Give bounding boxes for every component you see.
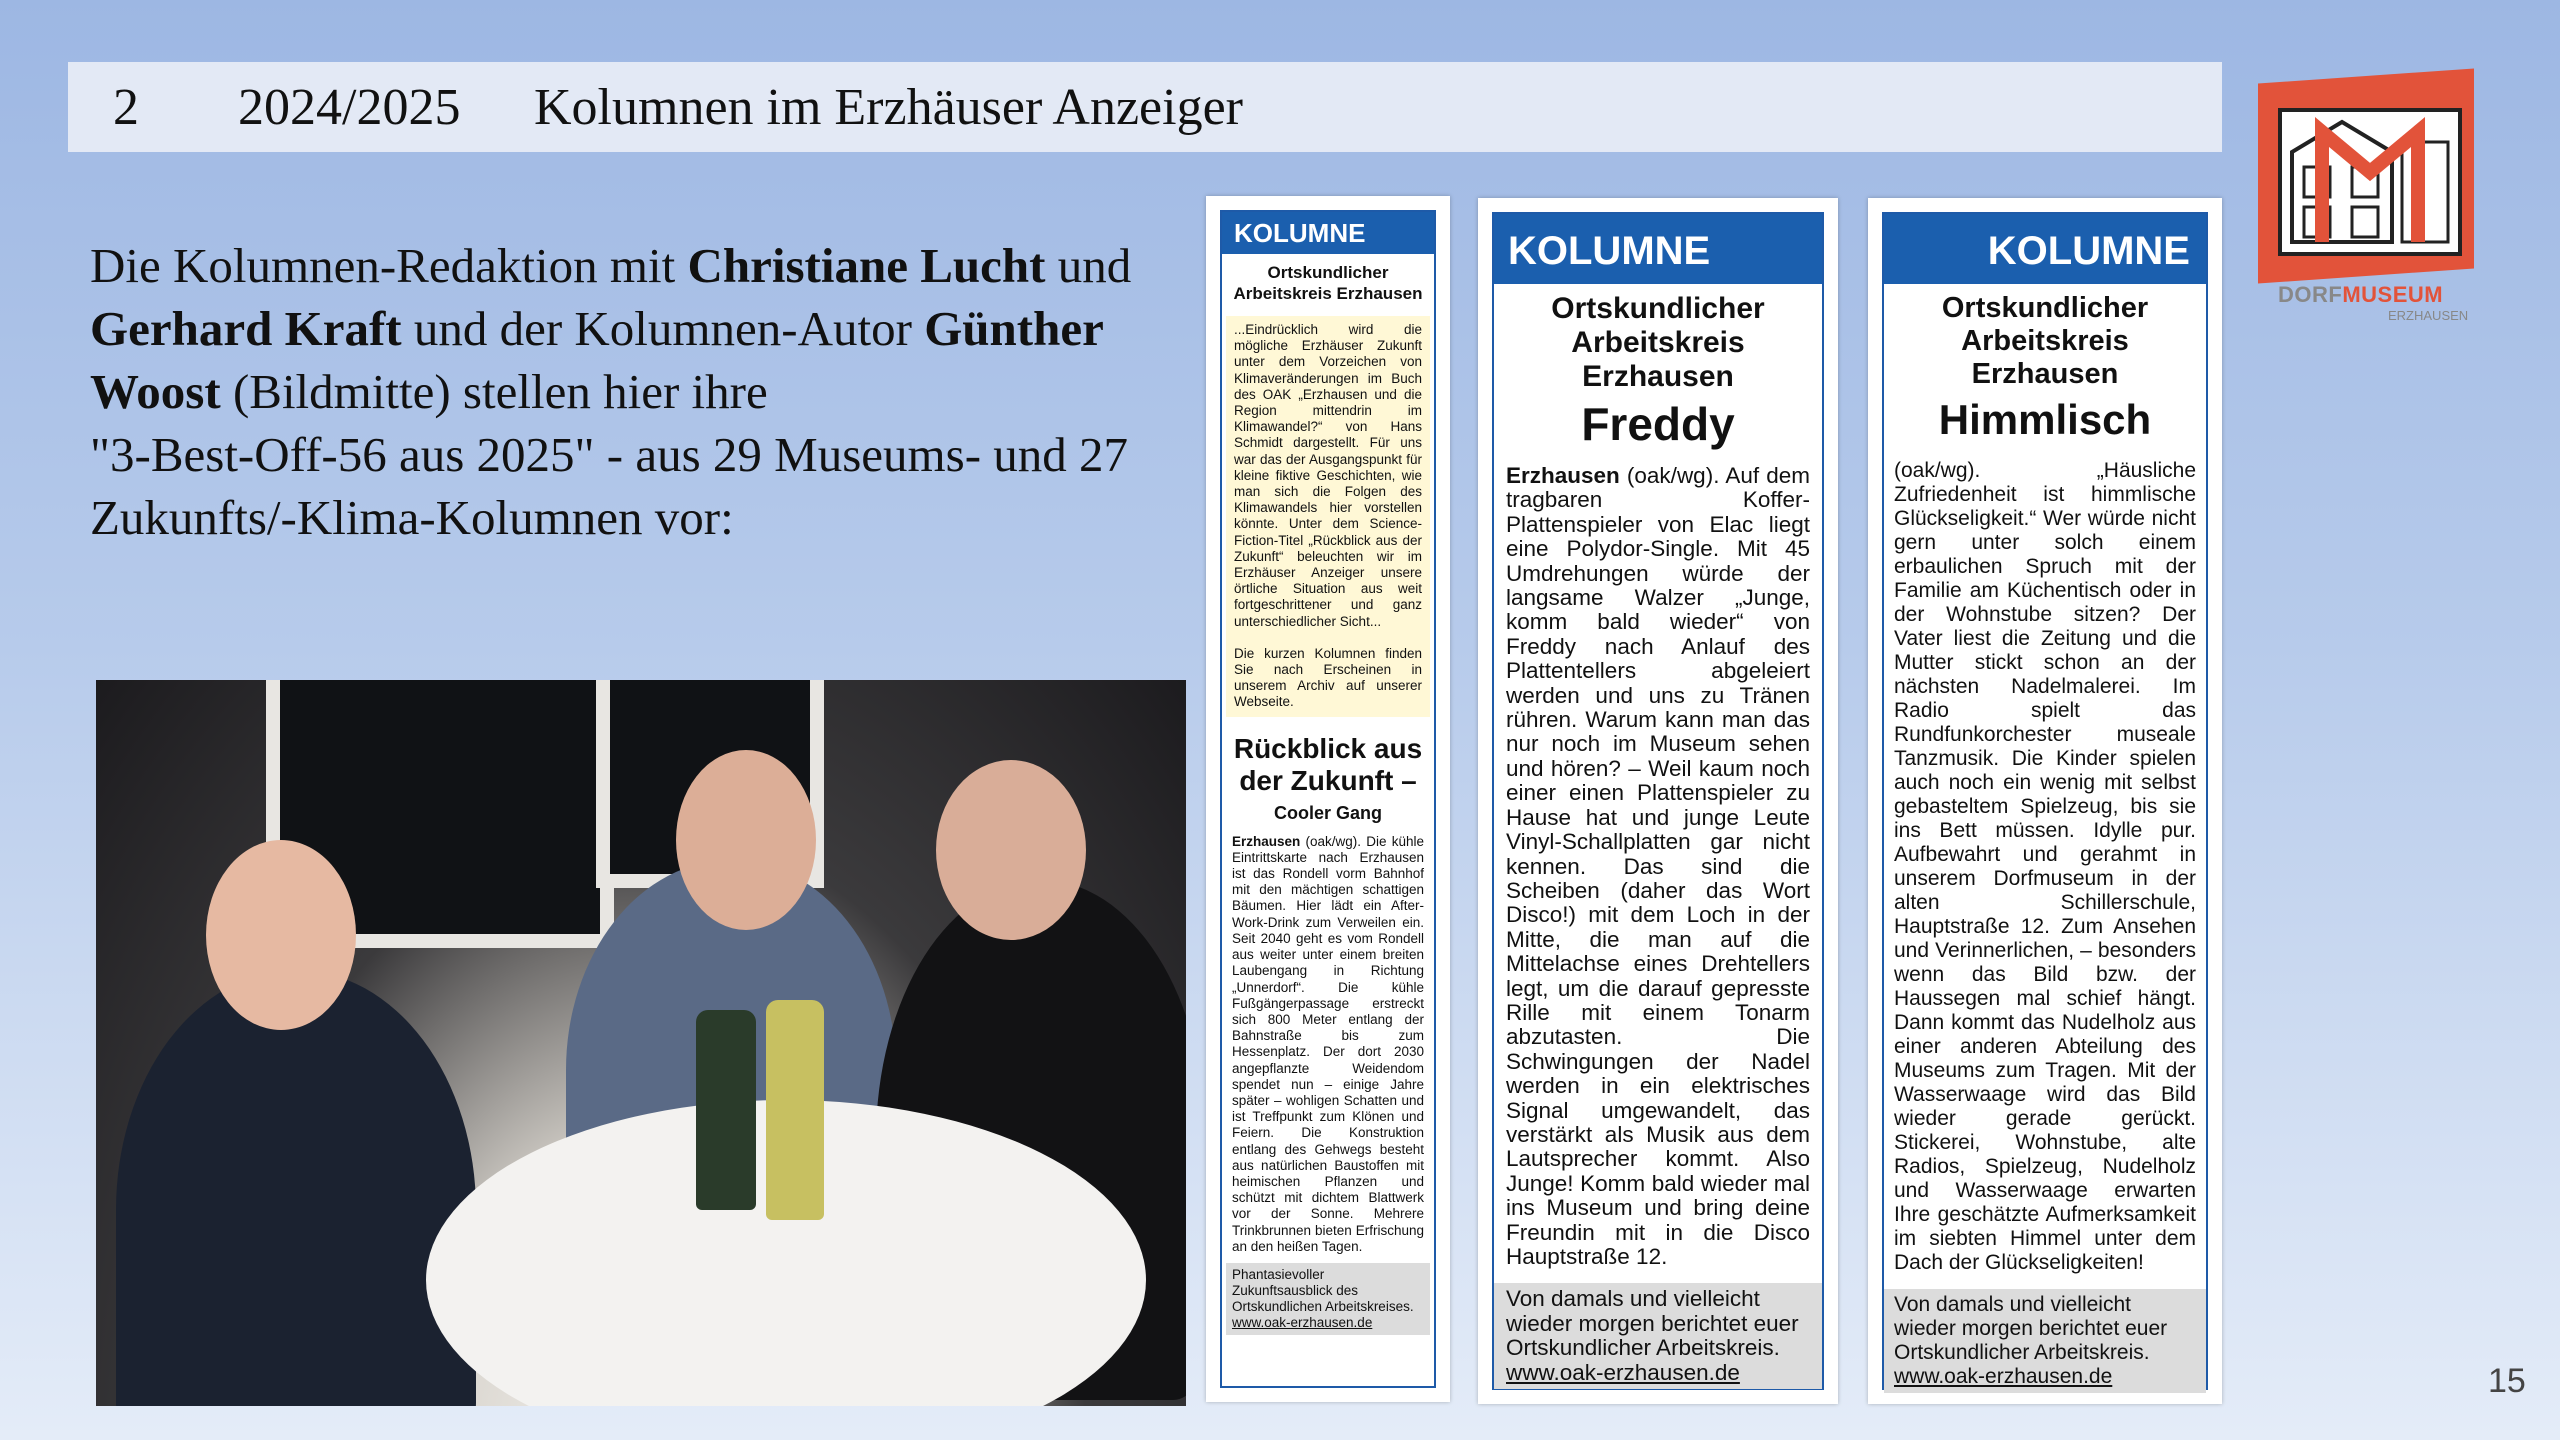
column-clipping-himmlisch [1868,198,2222,1404]
kolumne-banner: KOLUMNE [1494,214,1822,284]
intro-text: Die Kolumnen-Redaktion mit Christiane Lucht und Gerhard Kraft und der Kolumnen-Autor Günther Woost (Bildmitte) stellen hier ihre "3-Best-Off-56 aus 2025" - aus 29 Museums- und 27 Zukunfts/-Klima-Kolumnen vor: [90,238,1132,545]
clipping-link: www.oak-erzhausen.de [1232,1314,1373,1330]
slide-number-label: 2 [113,78,139,136]
clipping-link: www.oak-erzhausen.de [1894,1365,2113,1388]
column-clipping-freddy [1478,198,1838,1404]
intro-line2: "3-Best-Off-56 aus 2025" - aus 29 Museums- und 27 Zukunfts/-Klima-Kolumnen vor: [90,427,1129,545]
museum-building-icon [2278,108,2462,256]
slide-title: Kolumnen im Erzhäuser Anzeiger [534,78,1243,136]
face-middle [676,750,816,930]
logo-place: ERZHAUSEN [2388,308,2469,323]
kolumne-banner: KOLUMNE [1222,212,1434,254]
kolumne-banner: KOLUMNE [1884,214,2206,284]
logo-wordmark: DORFMUSEUM [2278,282,2444,307]
clipping-subtitle: Cooler Gang [1273,802,1382,823]
name-guenther: Günther Woost [90,301,1103,419]
clipping-link: www.oak-erzhausen.de [1506,1359,1740,1385]
clipping-body: (oak/wg). „Häusliche Zufriedenheit ist himmlische Glückseligkeit.“ Wer würde nicht gern unter solch einem erbaulichen Spruch mit der Familie am Küchentisch oder in der Wohnstube sitzen? Der Vater liest die Zeitung und die Mutter stickt schon an der nächsten Nadelmalerei. Im Radio spielt das Rundfunkorchester museale Tanzmusik. Die Kinder spielen auch noch ein wenig mit selbst gebasteltem Spielzeug, bis sie ins Bett müssen. Idylle pur. Aufbewahrt und gerahmt in unserem Dorfmuseum in der alten Schillerschule, Hauptstraße 12. Zum Ansehen und Verinnerlichen, – besonders wenn das Bild bzw. der Haussegen mal schief hängt. Dann kommt das Nudelholz aus einer anderen Abteilung des Museums zum Tragen. Mit der Wasserwaage wird das Bild wieder gerade gerückt. Stickerei, Wohnstube, alte Radios, Spielzeug, Nudelholz und Wasserwaage erwarten Ihre geschätzte Aufmerksamkeit im siebten Himmel unter dem Dach der Glückseligkeiten! [1894,459,2196,1274]
face-left [206,840,356,1030]
name-gerhard: Gerhard Kraft [90,301,402,356]
person-left [116,970,476,1406]
clipping-intro-box: ...Eindrücklich wird die mögliche Erzhäuser Zukunft unter dem Vorzeichen von Klimaveränderungen im Buch des OAK „Erzhausen und die Region mittendrin im Klimawandel?“ von Hans Schmidt dargestellt. Für uns war das der Ausgangspunkt für kleine fiktive Geschichten, wie man sich die Folgen des Klimawandels hier vorstellen könnte. Unter dem Science-Fiction-Titel „Rückblick aus der Zukunft“ beleuchten wir im Erzhäuser Anzeiger unsere örtliche Situation aus weit fortgeschrittener und ganz unterschiedlicher Sicht... Die kurzen Kolumnen finden Sie nach Erscheinen in unserem Archiv auf unserer Webseite. [1226,316,1430,717]
name-christiane: Christiane Lucht [687,238,1046,293]
wine-bottle [696,1010,756,1210]
clipping-footer: Von damals und vielleicht wieder morgen berichtet euer Ortskundlicher Arbeitskreis. www.oak-erzhausen.de [1884,1289,2206,1393]
clipping-publisher: Ortskundlicher Arbeitskreis Erzhausen [1941,292,2149,390]
dorfmuseum-logo [2258,76,2478,326]
header-year: 2024/2025 [238,78,461,136]
clipping-publisher: Ortskundlicher Arbeitskreis Erzhausen [1551,292,1765,393]
slide-header [68,62,2222,152]
clipping-footer: Von damals und vielleicht wieder morgen berichtet euer Ortskundlicher Arbeitskreis. www.oak-erzhausen.de [1494,1283,1822,1389]
building-windows-icon [2282,112,2458,252]
white-wine-bottle [766,1000,824,1220]
face-right [936,760,1086,940]
column-clipping-rueckblick [1206,196,1450,1402]
clipping-body: Erzhausen (oak/wg). Die kühle Eintrittskarte nach Erzhausen ist das Rondell vorm Bahnhof mit den mächtigen schattigen Bäumen. Hier lädt ein After-Work-Drink zum Verweilen ein. Seit 2040 geht es vom Rondell aus weiter unter einem breiten Laubengang in Richtung „Unnerdorf“. Die kühle Fußgängerpassage erstreckt sich 800 Meter entlang der Bahnstraße bis zum Hessenplatz. Der dort 2030 angepflanzte Weidendom spendet nun – einige Jahre später – wohligen Schatten und ist Treffpunkt zum Klönen und Feiern. Die Konstruktion entlang des Gehwegs besteht aus natürlichen Baustoffen mit heimischen Pflanzen und schützt mit dichtem Blattwerk vor der Sonne. Mehrere Trinkbrunnen bieten Erfrischung an den heißen Tagen. [1232,833,1424,1254]
clipping-title: Rückblick aus der Zukunft – [1233,732,1423,796]
clipping-title: Himmlisch [1938,396,2152,443]
clipping-publisher: Ortskundlicher Arbeitskreis Erzhausen [1233,263,1423,303]
clipping-body: Erzhausen (oak/wg). Auf dem tragbaren Koffer-Plattenspieler von Elac liegt eine Polydor-Single. Mit 45 Umdrehungen würde der langsame Walzer „Junge, komm bald wieder“ von Freddy nach Anlauf des Plattentellers abgeleiert werden und uns zu Tränen rühren. Warum kann man das nur noch im Museum sehen und hören? – Weil kaum noch einer einen Plattenspieler zu Hause hat und junge Leute Vinyl-Schallplatten gar nicht kennen. Das sind die Scheiben (daher das Wort Disco!) mit dem Loch in der Mitte, die man auf die Mittelachse eines Drehtellers legt, um die darauf gepresste Rille mit einem Tonarm abzutasten. Die Schwingungen der Nadel werden in ein elektrisches Signal umgewandelt, das verstärkt als Musik aus dem Lautsprecher kommt. Also Junge! Komm bald wieder mal ins Museum und bring deine Freundin mit in die Disco Hauptstraße 12. [1506,463,1810,1269]
group-photo [96,680,1186,1406]
clipping-footer: Phantasievoller Zukunftsausblick des Ortskundlichen Arbeitskreises. www.oak-erzhausen.de [1226,1263,1430,1335]
page-number: 15 [2488,1362,2526,1400]
clipping-title: Freddy [1581,398,1735,450]
